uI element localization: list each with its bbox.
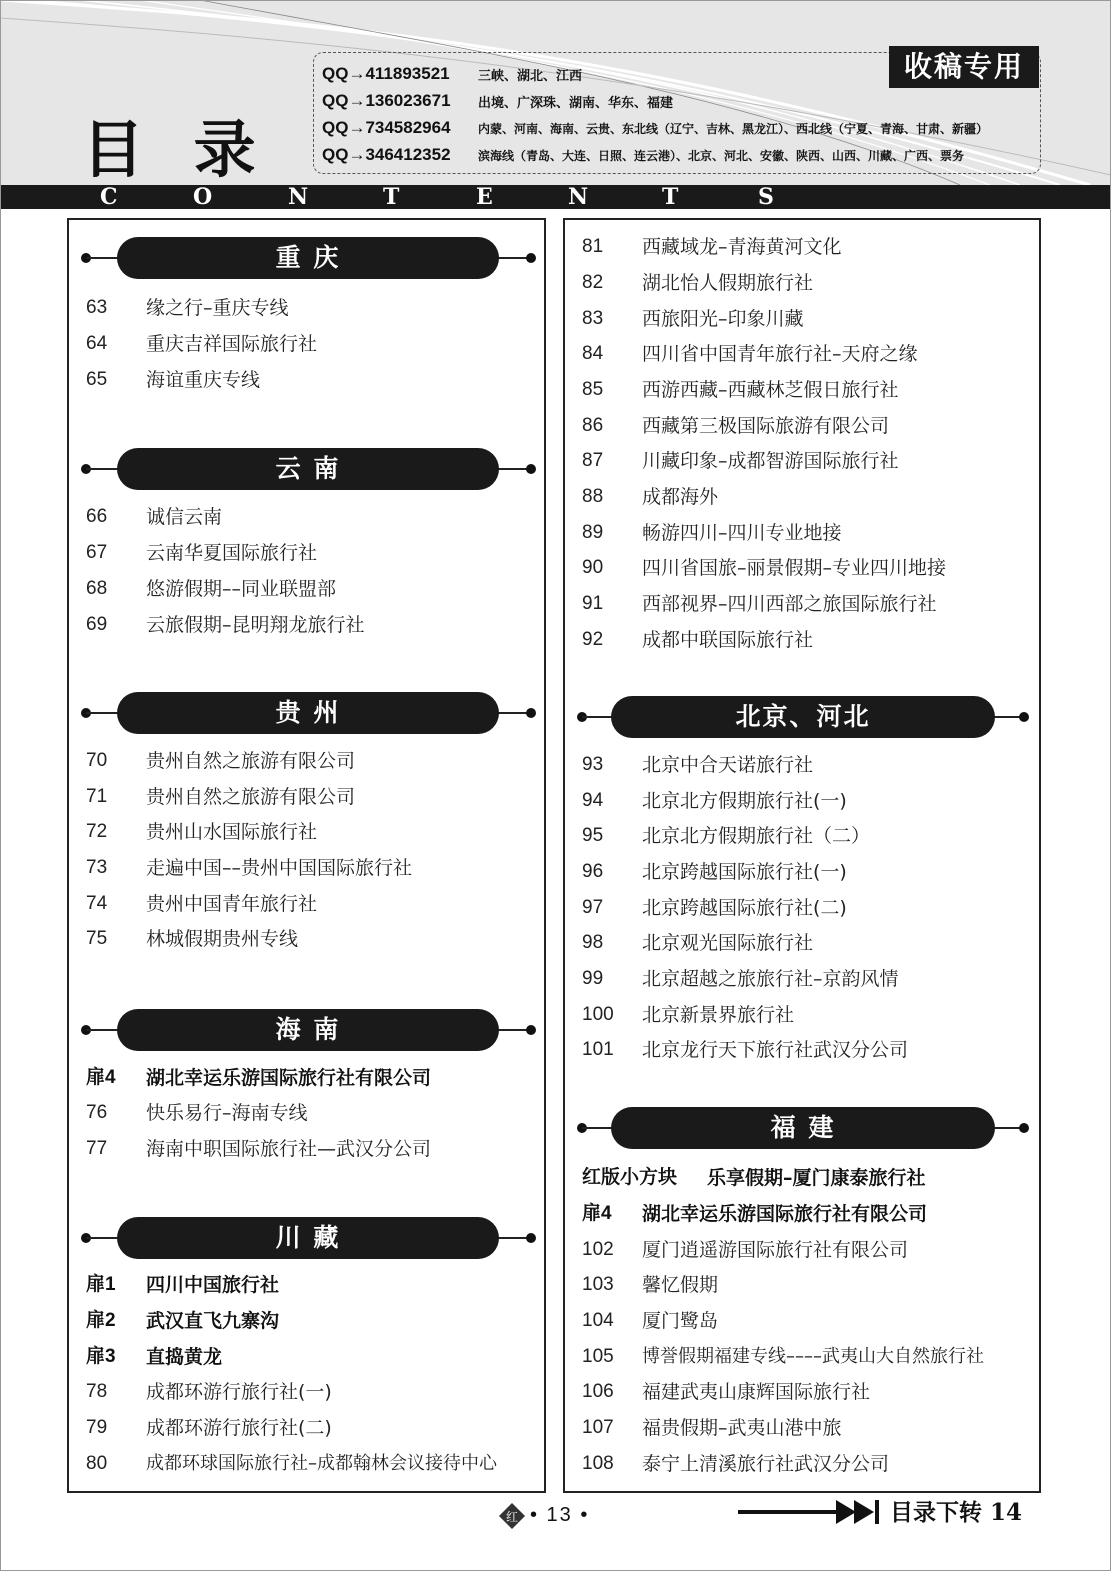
entry-title: 四川省中国青年旅行社–天府之缘 — [642, 343, 918, 365]
entry-page: 84 — [582, 343, 604, 364]
entry-page: 83 — [582, 308, 604, 329]
red-edition-diamond-icon — [498, 1502, 526, 1530]
qq-number: QQ→136023671 — [322, 91, 451, 110]
contents-letter: N — [568, 184, 589, 210]
entry-title: 福贵假期–武夷山港中旅 — [642, 1417, 842, 1439]
qq-number: QQ→734582964 — [322, 118, 451, 137]
entry-page: 81 — [582, 236, 604, 257]
qq-row — [322, 115, 988, 141]
entry-page: 64 — [86, 333, 108, 354]
entry-title: 西游西藏–西藏林芝假日旅行社 — [642, 379, 899, 401]
entry-page: 扉4 — [582, 1203, 612, 1224]
section-header-fujian — [577, 1107, 1029, 1149]
qq-row — [322, 142, 964, 168]
section-title: 川 藏 — [117, 1217, 499, 1259]
qq-row — [322, 61, 582, 87]
entry-title: 成都环游行旅行社(一) — [146, 1381, 332, 1403]
entry-page: 74 — [86, 893, 108, 914]
entry-page: 92 — [582, 629, 604, 650]
section-title: 重 庆 — [117, 237, 499, 279]
entry-title: 武汉直飞九寨沟 — [146, 1310, 280, 1332]
entry-title: 畅游四川–四川专业地接 — [642, 522, 842, 544]
entry-title: 成都环游行旅行社(二) — [146, 1417, 332, 1439]
entry-page: 77 — [86, 1138, 108, 1159]
right-column — [563, 218, 1041, 1493]
entry-page: 73 — [86, 857, 108, 878]
contents-letter: T — [662, 184, 679, 210]
section-header-chuanzang — [81, 1217, 536, 1259]
entry-title: 北京龙行天下旅行社武汉分公司 — [642, 1039, 909, 1061]
next-page-link[interactable]: 目录下转 14 — [890, 1499, 1023, 1526]
entry-page: 106 — [582, 1381, 614, 1402]
section-title: 海 南 — [117, 1009, 499, 1051]
entry-page: 70 — [86, 750, 108, 771]
entry-page: 99 — [582, 968, 604, 989]
entry-title: 西旅阳光–印象川藏 — [642, 308, 804, 330]
entry-title: 贵州山水国际旅行社 — [146, 821, 318, 843]
entry-title: 北京超越之旅旅行社–京韵风情 — [642, 968, 899, 990]
entry-page: 93 — [582, 754, 604, 775]
entry-title: 云旅假期–昆明翔龙旅行社 — [146, 614, 365, 636]
entry-page: 78 — [86, 1381, 108, 1402]
qq-row — [322, 88, 673, 114]
entry-page: 85 — [582, 379, 604, 400]
contents-letter: O — [193, 184, 213, 210]
section-header-yunnan — [81, 448, 536, 490]
icon-char: 红 — [505, 1510, 519, 1524]
entry-title: 厦门逍遥游国际旅行社有限公司 — [642, 1239, 909, 1261]
entry-page: 90 — [582, 557, 604, 578]
entry-page: 98 — [582, 932, 604, 953]
entry-title: 北京新景界旅行社 — [642, 1004, 795, 1026]
entry-title: 快乐易行–海南专线 — [146, 1102, 308, 1124]
entry-page: 101 — [582, 1039, 614, 1060]
entry-page: 96 — [582, 861, 604, 882]
entry-title: 悠游假期––同业联盟部 — [146, 578, 337, 600]
entry-page: 104 — [582, 1310, 614, 1331]
section-title: 福 建 — [611, 1107, 995, 1149]
entry-page: 108 — [582, 1453, 614, 1474]
entry-page: 79 — [86, 1417, 108, 1438]
contents-letter: E — [476, 184, 493, 210]
entry-page: 87 — [582, 450, 604, 471]
entry-page: 69 — [86, 614, 108, 635]
entry-page: 94 — [582, 790, 604, 811]
entry-title: 海南中职国际旅行社—武汉分公司 — [146, 1138, 432, 1160]
entry-page: 95 — [582, 825, 604, 846]
entry-page: 扉4 — [86, 1067, 116, 1088]
section-header-hainan — [81, 1009, 536, 1051]
entry-title: 北京北方假期旅行社(一) — [642, 790, 847, 812]
entry-title: 北京观光国际旅行社 — [642, 932, 814, 954]
entry-page: 107 — [582, 1417, 614, 1438]
entry-title: 西藏域龙–青海黄河文化 — [642, 236, 842, 258]
entry-page: 102 — [582, 1239, 614, 1260]
entry-page: 扉2 — [86, 1310, 116, 1331]
entry-title: 乐享假期–厦门康泰旅行社 — [707, 1167, 926, 1189]
entry-page: 72 — [86, 821, 108, 842]
entry-title: 泰宁上清溪旅行社武汉分公司 — [642, 1453, 890, 1475]
qq-description: 出境、广深珠、湖南、华东、福建 — [478, 95, 674, 111]
entry-title: 湖北幸运乐游国际旅行社有限公司 — [146, 1067, 432, 1089]
header-banner — [0, 0, 1111, 185]
entry-title: 四川省国旅–丽景假期–专业四川地接 — [642, 557, 947, 579]
entry-title: 林城假期贵州专线 — [146, 928, 299, 950]
entry-title: 北京中合天诺旅行社 — [642, 754, 814, 776]
entry-title: 贵州自然之旅游有限公司 — [146, 750, 356, 772]
contents-letter: C — [100, 184, 118, 210]
section-title: 云 南 — [117, 448, 499, 490]
entry-title: 湖北幸运乐游国际旅行社有限公司 — [642, 1203, 928, 1225]
page-title: 目 录 — [82, 113, 270, 185]
entry-title: 西部视界–四川西部之旅国际旅行社 — [642, 593, 937, 615]
page-number: • 13 • — [530, 1504, 590, 1526]
entry-page: 91 — [582, 593, 604, 614]
entry-title: 缘之行–重庆专线 — [146, 297, 289, 319]
entry-title: 川藏印象–成都智游国际旅行社 — [642, 450, 899, 472]
entry-page: 76 — [86, 1102, 108, 1123]
section-header-guizhou — [81, 692, 536, 734]
entry-page: 105 — [582, 1346, 614, 1367]
qq-number: QQ→346412352 — [322, 145, 451, 164]
entry-title: 馨忆假期 — [642, 1274, 719, 1296]
entry-page: 66 — [86, 506, 108, 527]
entry-title: 云南华夏国际旅行社 — [146, 542, 318, 564]
entry-title: 成都海外 — [642, 486, 719, 508]
entry-page: 97 — [582, 897, 604, 918]
contents-bar — [0, 185, 1111, 209]
entry-title: 贵州自然之旅游有限公司 — [146, 786, 356, 808]
entry-page: 扉3 — [86, 1346, 116, 1367]
arrow-right-icon — [738, 1498, 883, 1526]
entry-page: 67 — [86, 542, 108, 563]
entry-title: 贵州中国青年旅行社 — [146, 893, 318, 915]
entry-page: 103 — [582, 1274, 614, 1295]
entry-page: 80 — [86, 1453, 108, 1474]
entry-page: 82 — [582, 272, 604, 293]
entry-title: 海谊重庆专线 — [146, 369, 261, 391]
entry-title: 北京跨越国际旅行社(二) — [642, 897, 847, 919]
qq-description: 三峡、湖北、江西 — [478, 68, 583, 84]
section-title: 北京、河北 — [611, 696, 995, 738]
submission-stamp: 收稿专用 — [889, 46, 1039, 88]
contents-letter: N — [288, 184, 309, 210]
entry-title: 厦门鹭岛 — [642, 1310, 719, 1332]
entry-title: 北京北方假期旅行社（二） — [642, 825, 871, 847]
entry-title: 福建武夷山康辉国际旅行社 — [642, 1381, 871, 1403]
entry-title: 北京跨越国际旅行社(一) — [642, 861, 847, 883]
entry-title: 走遍中国––贵州中国国际旅行社 — [146, 857, 413, 879]
qq-number: QQ→411893521 — [322, 64, 450, 83]
left-column — [67, 218, 546, 1493]
section-title: 贵 州 — [117, 692, 499, 734]
entry-title: 重庆吉祥国际旅行社 — [146, 333, 318, 355]
contents-letter: T — [383, 184, 400, 210]
entry-page: 89 — [582, 522, 604, 543]
entry-page: 100 — [582, 1004, 614, 1025]
entry-page: 63 — [86, 297, 108, 318]
entry-page: 71 — [86, 786, 108, 807]
qq-description: 内蒙、河南、海南、云贵、东北线（辽宁、吉林、黑龙江）、西北线（宁夏、青海、甘肃、新疆） — [478, 121, 989, 136]
entry-page: 75 — [86, 928, 108, 949]
entry-page: 红版小方块 — [582, 1167, 678, 1188]
entry-title: 成都环球国际旅行社–成都翰林会议接待中心 — [146, 1453, 497, 1474]
contents-letter: S — [758, 184, 774, 210]
entry-title: 诚信云南 — [146, 506, 223, 528]
section-header-chongqing — [81, 237, 536, 279]
qq-description: 滨海线（青岛、大连、日照、连云港）、北京、河北、安徽、陕西、山西、川藏、广西、票务 — [478, 148, 965, 163]
entry-title: 四川中国旅行社 — [146, 1274, 280, 1296]
entry-title: 湖北怡人假期旅行社 — [642, 272, 814, 294]
entry-page: 86 — [582, 415, 604, 436]
entry-title: 直捣黄龙 — [146, 1346, 223, 1368]
entry-title: 成都中联国际旅行社 — [642, 629, 814, 651]
entry-title: 西藏第三极国际旅游有限公司 — [642, 415, 890, 437]
entry-page: 65 — [86, 369, 108, 390]
entry-title: 博誉假期福建专线––––武夷山大自然旅行社 — [642, 1346, 984, 1367]
entry-page: 扉1 — [86, 1274, 116, 1295]
entry-page: 68 — [86, 578, 108, 599]
section-header-beijing-hebei — [577, 696, 1029, 738]
entry-page: 88 — [582, 486, 604, 507]
